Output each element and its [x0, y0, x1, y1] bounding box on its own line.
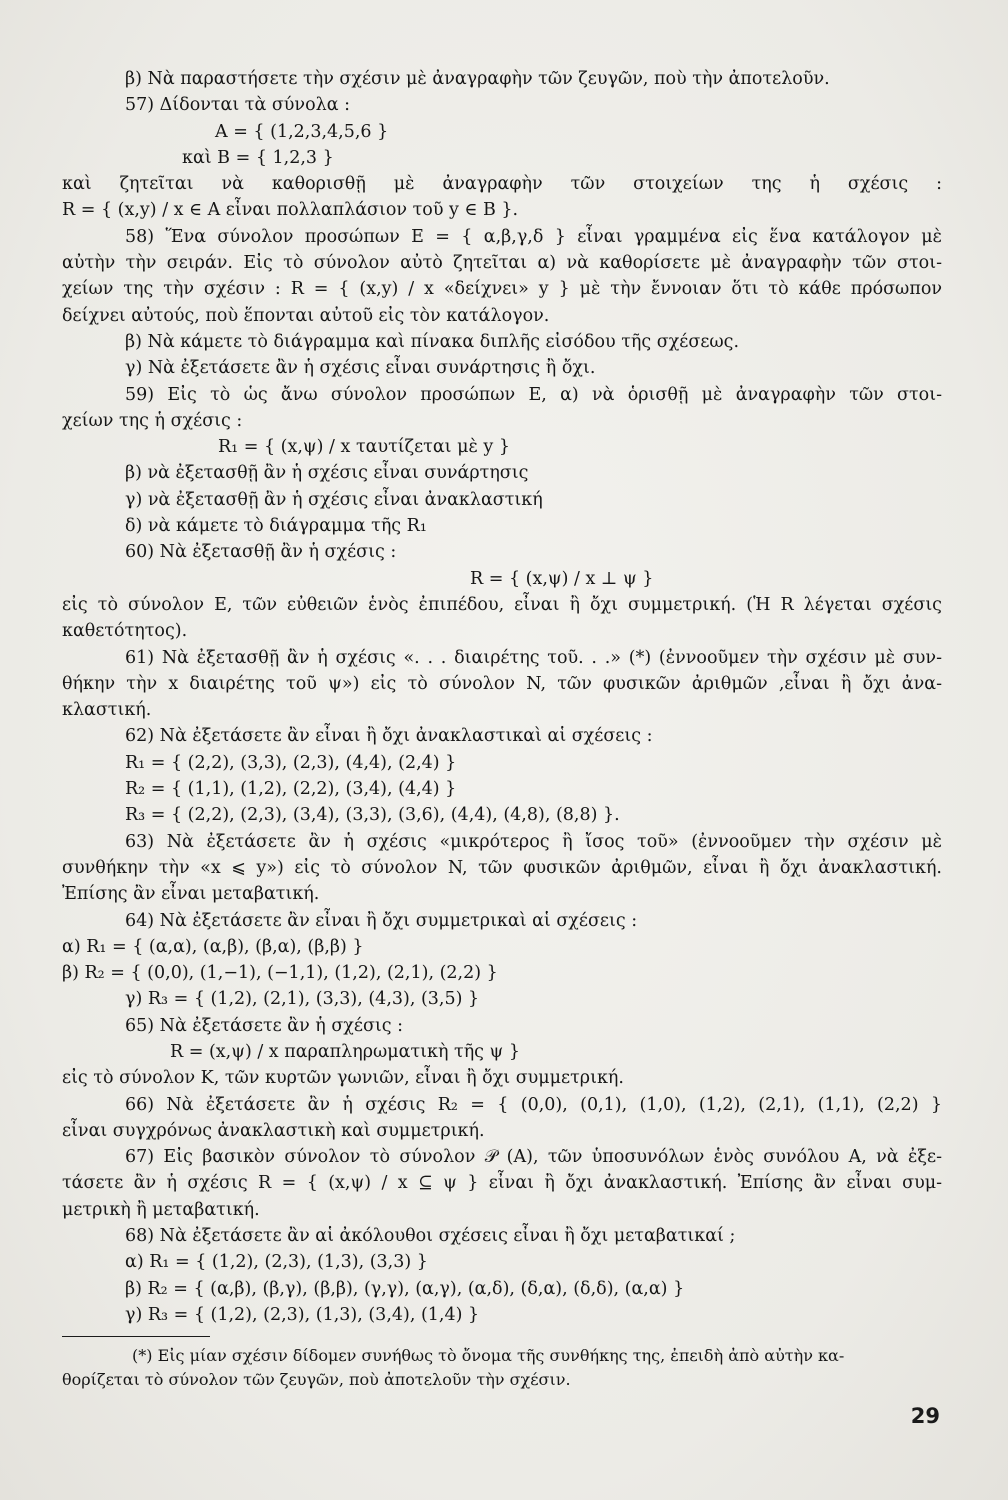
page-body — [62, 66, 942, 1392]
relation-r1: R₁ = { (2,2), (3,3), (2,3), (4,4), (2,4) } — [125, 752, 457, 773]
exercise-line: β) Νὰ παραστήσετε τὴν σχέσιν μὲ ἀναγραφὴν τῶν ζευγῶν, ποὺ τὴν ἀποτελοῦν. — [125, 69, 830, 89]
exercise-line: εἰς τὸ σύνολον K, τῶν κυρτῶν γωνιῶν, εἶναι ἢ ὄχι συμμετρική. — [62, 1068, 624, 1089]
exercise-line: θήκην τὴν x διαιρέτης τοῦ ψ») εἰς τὸ σύνολον N, τῶν φυσικῶν ἀριθμῶν ,εἶναι ἢ ὄχι ἀνα- — [62, 673, 942, 694]
exercise-line: γ) Νὰ ἐξετάσετε ἂν ἡ σχέσις εἶναι συνάρτησις ἢ ὄχι. — [125, 358, 596, 379]
exercise-line: γ) νὰ ἐξετασθῇ ἂν ἡ σχέσις εἶναι ἀνακλαστική — [125, 489, 543, 510]
exercise-59-heading: 59) Εἰς τὸ ὡς ἄνω σύνολον προσώπων E, α) νὰ ὁρισθῇ μὲ ἀναγραφὴν τῶν στοι- — [125, 384, 942, 405]
exercise-line: καὶ ζητεῖται νὰ καθορισθῇ μὲ ἀναγραφὴν τῶν στοιχείων της ἡ σχέσις : — [62, 174, 942, 195]
exercise-line: β) Νὰ κάμετε τὸ διάγραμμα καὶ πίνακα διπλῆς εἰσόδου τῆς σχέσεως. — [125, 331, 740, 352]
footnote-line: θορίζεται τὸ σύνολον τῶν ζευγῶν, ποὺ ἀποτελοῦν τὴν σχέσιν. — [62, 1370, 571, 1390]
exercise-line: καθετότητος). — [62, 621, 188, 642]
relation-r1: α) R₁ = { (α,α), (α,β), (β,α), (β,β) } — [62, 936, 364, 957]
relation-r3: γ) R₃ = { (1,2), (2,1), (3,3), (4,3), (3,5) } — [125, 989, 480, 1010]
exercise-line: δ) νὰ κάμετε τὸ διάγραμμα τῆς R₁ — [125, 516, 427, 537]
exercise-57-heading: 57) Δίδονται τὰ σύνολα : — [125, 95, 350, 116]
exercise-65-heading: 65) Νὰ ἐξετάσετε ἂν ἡ σχέσις : — [125, 1015, 404, 1036]
relation-r1: α) R₁ = { (1,2), (2,3), (1,3), (3,3) } — [125, 1252, 428, 1273]
exercise-line: χείων της ἡ σχέσις : — [62, 410, 243, 431]
exercise-line: συνθήκην τὴν «x ⩽ y») εἰς τὸ σύνολον N, τῶν φυσικῶν ἀριθμῶν, εἶναι ἢ ὄχι ἀνακλαστική. — [62, 857, 942, 878]
relation-r3: γ) R₃ = { (1,2), (2,3), (1,3), (3,4), (1,4) } — [125, 1304, 480, 1325]
relation-r3: R₃ = { (2,2), (2,3), (3,4), (3,3), (3,6), (4,4), (4,8), (8,8) }. — [125, 805, 620, 826]
exercise-58-heading: 58) Ἕνα σύνολον προσώπων E = { α,β,γ,δ } εἶναι γραμμένα εἰς ἕνα κατάλογον μὲ — [125, 226, 942, 247]
exercise-line: μετρικὴ ἢ μεταβατική. — [62, 1199, 260, 1220]
set-b: καὶ B = { 1,2,3 } — [182, 147, 334, 168]
exercise-68-heading: 68) Νὰ ἐξετάσετε ἂν αἱ ἀκόλουθοι σχέσεις εἶναι ἢ ὄχι μεταβατικαί ; — [125, 1226, 736, 1247]
exercise-line: Ἐπίσης ἂν εἶναι μεταβατική. — [62, 884, 320, 905]
footnote-divider — [62, 1336, 210, 1337]
relation-definition: R = (x,ψ) / x παραπληρωματικὴ τῆς ψ } — [170, 1041, 520, 1062]
exercise-61-heading: 61) Νὰ ἐξετασθῇ ἂν ἡ σχέσις «. . . διαιρέτης τοῦ. . .» (*) (ἐννοοῦμεν τὴν σχέσιν μὲ συν- — [125, 647, 942, 668]
exercise-line: χείων της τὴν σχέσιν : R = { (x,y) / x «δείχνει» y } μὲ τὴν ἔννοιαν ὅτι τὸ κάθε πρόσωπον — [62, 279, 942, 300]
exercise-line: εἶναι συγχρόνως ἀνακλαστικὴ καὶ συμμετρική. — [62, 1120, 485, 1141]
footnote-line: (*) Εἰς μίαν σχέσιν δίδομεν συνήθως τὸ ὄνομα τῆς συνθήκης της, ἐπειδὴ ἀπὸ αὐτὴν κα- — [132, 1346, 845, 1366]
relation-r2: β) R₂ = { (α,β), (β,γ), (β,β), (γ,γ), (α,γ), (α,δ), (δ,α), (δ,δ), (α,α) } — [125, 1278, 685, 1299]
exercise-67-heading: 67) Εἰς βασικὸν σύνολον τὸ σύνολον 𝒫 (A), τῶν ὑποσυνόλων ἑνὸς συνόλου A, νὰ ἐξε- — [125, 1147, 942, 1168]
set-a: A = { (1,2,3,4,5,6 } — [215, 121, 389, 142]
exercise-62-heading: 62) Νὰ ἐξετάσετε ἂν εἶναι ἢ ὄχι ἀνακλαστικαὶ αἱ σχέσεις : — [125, 726, 653, 747]
relation-definition: R₁ = { (x,ψ) / x ταυτίζεται μὲ y } — [218, 437, 511, 458]
relation-definition: R = { (x,ψ) / x ⊥ ψ } — [470, 568, 654, 589]
exercise-line: εἰς τὸ σύνολον E, τῶν εὐθειῶν ἑνὸς ἐπιπέδου, εἶναι ἢ ὄχι συμμετρική. (Ἡ R λέγεται σχέσις — [62, 594, 942, 615]
exercise-line: τάσετε ἂν ἡ σχέσις R = { (x,ψ) / x ⊆ ψ } εἶναι ἢ ὄχι ἀνακλαστική. Ἐπίσης ἂν εἶναι συμ- — [62, 1173, 942, 1194]
relation-r2: β) R₂ = { (0,0), (1,−1), (−1,1), (1,2), (2,1), (2,2) } — [62, 963, 498, 984]
page-number: 29 — [910, 1404, 940, 1428]
exercise-60-heading: 60) Νὰ ἐξετασθῇ ἂν ἡ σχέσις : — [125, 542, 397, 563]
exercise-66-heading: 66) Νὰ ἐξετάσετε ἂν ἡ σχέσις R₂ = { (0,0), (0,1), (1,0), (1,2), (2,1), (1,1), (2,2) } — [125, 1094, 942, 1115]
exercise-line: δείχνει αὐτούς, ποὺ ἕπονται αὐτοῦ εἰς τὸν κατάλογον. — [62, 305, 550, 326]
relation-definition: R = { (x,y) / x ∈ A εἶναι πολλαπλάσιον τοῦ y ∈ B }. — [62, 200, 519, 221]
exercise-line: β) νὰ ἐξετασθῇ ἂν ἡ σχέσις εἶναι συνάρτησις — [125, 463, 529, 484]
exercise-64-heading: 64) Νὰ ἐξετάσετε ἂν εἶναι ἢ ὄχι συμμετρικαὶ αἱ σχέσεις : — [125, 910, 638, 931]
exercise-63-heading: 63) Νὰ ἐξετάσετε ἂν ἡ σχέσις «μικρότερος ἢ ἴσος τοῦ» (ἐννοοῦμεν τὴν σχέσιν μὲ — [125, 831, 942, 852]
exercise-line: κλαστική. — [62, 700, 152, 721]
exercise-line: αὐτὴν τὴν σειράν. Εἰς τὸ σύνολον αὐτὸ ζητεῖται α) νὰ καθορίσετε μὲ ἀναγραφὴν τῶν στοι- — [62, 253, 942, 274]
relation-r2: R₂ = { (1,1), (1,2), (2,2), (3,4), (4,4) } — [125, 779, 457, 800]
